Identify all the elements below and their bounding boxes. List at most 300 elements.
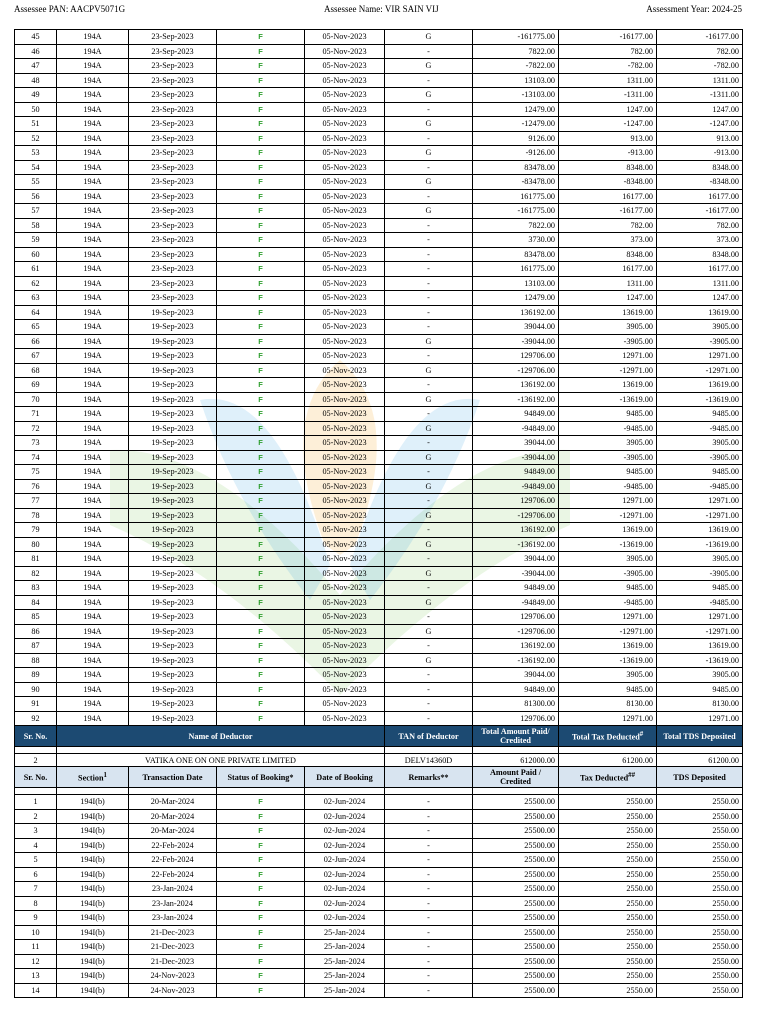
table-row xyxy=(15,809,743,824)
status-of-booking-cell: F xyxy=(217,291,305,306)
transaction-date-cell: 19-Sep-2023 xyxy=(129,494,217,509)
date-of-booking-cell: 05-Nov-2023 xyxy=(305,421,385,436)
tds-deposited-cell: 782.00 xyxy=(657,44,743,59)
section-cell: 194A xyxy=(57,189,129,204)
date-of-booking-cell: 05-Nov-2023 xyxy=(305,581,385,596)
table-row xyxy=(15,711,743,726)
remarks-cell: - xyxy=(385,407,473,422)
transaction-date-cell: 23-Sep-2023 xyxy=(129,131,217,146)
tax-deducted-cell: 12971.00 xyxy=(559,610,657,625)
date-of-booking-cell: 05-Nov-2023 xyxy=(305,175,385,190)
section-cell: 194A xyxy=(57,349,129,364)
tds-deposited-cell: 2550.00 xyxy=(657,853,743,868)
transaction-date-cell: 19-Sep-2023 xyxy=(129,610,217,625)
remarks-cell: - xyxy=(385,160,473,175)
remarks-cell: - xyxy=(385,809,473,824)
status-of-booking-cell: F xyxy=(217,421,305,436)
remarks-cell: - xyxy=(385,639,473,654)
date-of-booking-cell: 05-Nov-2023 xyxy=(305,624,385,639)
remarks-cell: - xyxy=(385,262,473,277)
date-of-booking-cell: 05-Nov-2023 xyxy=(305,508,385,523)
amount-paid-cell: 25500.00 xyxy=(473,940,559,955)
col-deductor-name-header: Name of Deductor xyxy=(57,726,385,747)
amount-paid-cell: -94849.00 xyxy=(473,421,559,436)
table-row xyxy=(15,30,743,45)
status-of-booking-cell: F xyxy=(217,668,305,683)
sr-no-cell: 71 xyxy=(15,407,57,422)
status-of-booking-cell: F xyxy=(217,247,305,262)
transaction-date-cell: 19-Sep-2023 xyxy=(129,697,217,712)
sr-no-cell: 10 xyxy=(15,925,57,940)
sr-no-cell: 77 xyxy=(15,494,57,509)
amount-paid-cell: 25500.00 xyxy=(473,824,559,839)
sr-no-cell: 75 xyxy=(15,465,57,480)
amount-paid-cell: 25500.00 xyxy=(473,896,559,911)
date-of-booking-cell: 25-Jan-2024 xyxy=(305,969,385,984)
tds-deposited-cell: 3905.00 xyxy=(657,436,743,451)
tds-deposited-cell: 2550.00 xyxy=(657,911,743,926)
transaction-date-cell: 23-Sep-2023 xyxy=(129,262,217,277)
section-cell: 194I(b) xyxy=(57,940,129,955)
sr-no-cell: 7 xyxy=(15,882,57,897)
transaction-date-cell: 23-Jan-2024 xyxy=(129,882,217,897)
table-row xyxy=(15,668,743,683)
deductor-block xyxy=(15,726,743,795)
date-of-booking-cell: 05-Nov-2023 xyxy=(305,552,385,567)
tax-deducted-cell: -3905.00 xyxy=(559,334,657,349)
remarks-cell: G xyxy=(385,30,473,45)
status-of-booking-cell: F xyxy=(217,682,305,697)
status-of-booking-cell: F xyxy=(217,639,305,654)
remarks-cell: G xyxy=(385,88,473,103)
section-cell: 194A xyxy=(57,479,129,494)
remarks-cell: G xyxy=(385,508,473,523)
transaction-date-cell: 23-Sep-2023 xyxy=(129,291,217,306)
transaction-date-cell: 19-Sep-2023 xyxy=(129,653,217,668)
status-of-booking-cell: F xyxy=(217,59,305,74)
amount-paid-cell: -161775.00 xyxy=(473,204,559,219)
amount-paid-cell: -129706.00 xyxy=(473,363,559,378)
section-cell: 194A xyxy=(57,334,129,349)
date-of-booking-cell: 05-Nov-2023 xyxy=(305,392,385,407)
status-of-booking-cell: F xyxy=(217,882,305,897)
amount-paid-cell: 39044.00 xyxy=(473,668,559,683)
table-row xyxy=(15,566,743,581)
section-cell: 194A xyxy=(57,320,129,335)
tds-deposited-cell: 1311.00 xyxy=(657,276,743,291)
date-of-booking-cell: 02-Jun-2024 xyxy=(305,896,385,911)
tax-deducted-cell: 9485.00 xyxy=(559,465,657,480)
tax-deducted-cell: 1247.00 xyxy=(559,102,657,117)
status-of-booking-cell: F xyxy=(217,175,305,190)
date-of-booking-cell: 05-Nov-2023 xyxy=(305,262,385,277)
tds-deposited-cell: 2550.00 xyxy=(657,795,743,810)
transaction-date-cell: 24-Nov-2023 xyxy=(129,969,217,984)
tax-deducted-cell: -782.00 xyxy=(559,59,657,74)
table-row xyxy=(15,824,743,839)
remarks-cell: - xyxy=(385,969,473,984)
tax-deducted-cell: 2550.00 xyxy=(559,969,657,984)
date-of-booking-cell: 25-Jan-2024 xyxy=(305,940,385,955)
amount-paid-cell: 161775.00 xyxy=(473,262,559,277)
tds-deposited-cell: -16177.00 xyxy=(657,204,743,219)
tds-deposited-cell: 8348.00 xyxy=(657,247,743,262)
tax-deducted-cell: 8348.00 xyxy=(559,160,657,175)
date-of-booking-cell: 05-Nov-2023 xyxy=(305,88,385,103)
table-row xyxy=(15,233,743,248)
tax-deducted-cell: 782.00 xyxy=(559,44,657,59)
tax-deducted-cell: 913.00 xyxy=(559,131,657,146)
remarks-cell: G xyxy=(385,334,473,349)
tax-deducted-cell: -13619.00 xyxy=(559,537,657,552)
deductor-total-tds: 61200.00 xyxy=(657,754,743,767)
table-row xyxy=(15,204,743,219)
date-of-booking-cell: 05-Nov-2023 xyxy=(305,682,385,697)
section-cell: 194A xyxy=(57,262,129,277)
status-of-booking-cell: F xyxy=(217,117,305,132)
tax-deducted-cell: 3905.00 xyxy=(559,668,657,683)
tax-deducted-cell: 3905.00 xyxy=(559,320,657,335)
amount-paid-cell: -136192.00 xyxy=(473,653,559,668)
sr-no-cell: 69 xyxy=(15,378,57,393)
tds-deposited-cell: 3905.00 xyxy=(657,320,743,335)
tds-deposited-cell: 2550.00 xyxy=(657,809,743,824)
tds-deposited-cell: -12971.00 xyxy=(657,624,743,639)
section-cell: 194A xyxy=(57,378,129,393)
remarks-cell: - xyxy=(385,838,473,853)
sr-no-cell: 57 xyxy=(15,204,57,219)
tax-deducted-cell: -12971.00 xyxy=(559,363,657,378)
table-row xyxy=(15,552,743,567)
table-row xyxy=(15,160,743,175)
sr-no-cell: 6 xyxy=(15,867,57,882)
date-of-booking-cell: 05-Nov-2023 xyxy=(305,276,385,291)
tds-deposited-cell: -913.00 xyxy=(657,146,743,161)
remarks-cell: - xyxy=(385,925,473,940)
sr-no-cell: 48 xyxy=(15,73,57,88)
deductor-row xyxy=(15,754,743,767)
date-of-booking-cell: 05-Nov-2023 xyxy=(305,639,385,654)
table-row xyxy=(15,436,743,451)
section-cell: 194I(b) xyxy=(57,853,129,868)
section-cell: 194A xyxy=(57,160,129,175)
amount-paid-cell: 7822.00 xyxy=(473,218,559,233)
table-row xyxy=(15,320,743,335)
transaction-date-cell: 19-Sep-2023 xyxy=(129,566,217,581)
table-row xyxy=(15,581,743,596)
transaction-date-cell: 19-Sep-2023 xyxy=(129,349,217,364)
tax-deducted-cell: 2550.00 xyxy=(559,911,657,926)
tax-deducted-cell: -13619.00 xyxy=(559,653,657,668)
section-cell: 194A xyxy=(57,291,129,306)
status-of-booking-cell: F xyxy=(217,363,305,378)
sr-no-cell: 91 xyxy=(15,697,57,712)
sr-no-cell: 52 xyxy=(15,131,57,146)
tds-deposited-cell: 16177.00 xyxy=(657,262,743,277)
tax-deducted-cell: 8348.00 xyxy=(559,247,657,262)
remarks-cell: G xyxy=(385,653,473,668)
transaction-date-cell: 20-Mar-2024 xyxy=(129,824,217,839)
tds-deposited-cell: 3905.00 xyxy=(657,552,743,567)
section2-body xyxy=(15,795,743,998)
date-of-booking-cell: 05-Nov-2023 xyxy=(305,59,385,74)
date-of-booking-cell: 05-Nov-2023 xyxy=(305,291,385,306)
remarks-cell: G xyxy=(385,537,473,552)
date-of-booking-cell: 05-Nov-2023 xyxy=(305,610,385,625)
amount-paid-cell: 94849.00 xyxy=(473,407,559,422)
section-cell: 194A xyxy=(57,668,129,683)
tds-deposited-cell: -9485.00 xyxy=(657,595,743,610)
amount-paid-cell: 129706.00 xyxy=(473,711,559,726)
date-of-booking-cell: 05-Nov-2023 xyxy=(305,44,385,59)
section-cell: 194A xyxy=(57,697,129,712)
amount-paid-cell: -136192.00 xyxy=(473,392,559,407)
tds-deposited-cell: -13619.00 xyxy=(657,653,743,668)
amount-paid-cell: 25500.00 xyxy=(473,853,559,868)
transaction-date-cell: 23-Sep-2023 xyxy=(129,218,217,233)
transaction-date-cell: 20-Mar-2024 xyxy=(129,809,217,824)
remarks-cell: - xyxy=(385,940,473,955)
section-cell: 194I(b) xyxy=(57,925,129,940)
transaction-date-cell: 22-Feb-2024 xyxy=(129,867,217,882)
table-row xyxy=(15,983,743,998)
amount-paid-cell: 136192.00 xyxy=(473,305,559,320)
table-row xyxy=(15,102,743,117)
section-cell: 194A xyxy=(57,421,129,436)
sr-no-cell: 46 xyxy=(15,44,57,59)
sr-no-cell: 1 xyxy=(15,795,57,810)
tds-deposited-cell: -9485.00 xyxy=(657,421,743,436)
table-row xyxy=(15,117,743,132)
tds-deposited-cell: 9485.00 xyxy=(657,465,743,480)
tax-deducted-cell: 2550.00 xyxy=(559,795,657,810)
tax-deducted-cell: 13619.00 xyxy=(559,305,657,320)
tds-deposited-cell: -1311.00 xyxy=(657,88,743,103)
status-of-booking-cell: F xyxy=(217,624,305,639)
date-of-booking-cell: 25-Jan-2024 xyxy=(305,954,385,969)
tds-deposited-cell: -3905.00 xyxy=(657,450,743,465)
tax-deducted-cell: 782.00 xyxy=(559,218,657,233)
amount-paid-cell: 129706.00 xyxy=(473,610,559,625)
status-of-booking-cell: F xyxy=(217,838,305,853)
section-cell: 194A xyxy=(57,30,129,45)
remarks-cell: - xyxy=(385,189,473,204)
sr-no-cell: 12 xyxy=(15,954,57,969)
table-row xyxy=(15,189,743,204)
tds-deposited-cell: 13619.00 xyxy=(657,378,743,393)
date-of-booking-cell: 05-Nov-2023 xyxy=(305,320,385,335)
tax-deducted-cell: -13619.00 xyxy=(559,392,657,407)
status-of-booking-cell: F xyxy=(217,262,305,277)
section-cell: 194A xyxy=(57,88,129,103)
section-cell: 194I(b) xyxy=(57,795,129,810)
status-of-booking-cell: F xyxy=(217,102,305,117)
table-row xyxy=(15,305,743,320)
tds-deposited-cell: -12971.00 xyxy=(657,363,743,378)
date-of-booking-cell: 05-Nov-2023 xyxy=(305,494,385,509)
amount-paid-cell: 39044.00 xyxy=(473,436,559,451)
remarks-cell: - xyxy=(385,983,473,998)
status-of-booking-cell: F xyxy=(217,88,305,103)
tax-deducted-cell: -16177.00 xyxy=(559,204,657,219)
section-cell: 194A xyxy=(57,566,129,581)
amount-paid-cell: 136192.00 xyxy=(473,523,559,538)
transaction-date-cell: 19-Sep-2023 xyxy=(129,624,217,639)
status-of-booking-cell: F xyxy=(217,581,305,596)
date-of-booking-cell: 05-Nov-2023 xyxy=(305,566,385,581)
status-of-booking-cell: F xyxy=(217,697,305,712)
amount-paid-cell: 83478.00 xyxy=(473,160,559,175)
status-of-booking-cell: F xyxy=(217,954,305,969)
transaction-date-cell: 19-Sep-2023 xyxy=(129,479,217,494)
amount-paid-cell: 94849.00 xyxy=(473,682,559,697)
tds-deposited-cell: -3905.00 xyxy=(657,334,743,349)
amount-paid-cell: -39044.00 xyxy=(473,334,559,349)
sr-no-cell: 4 xyxy=(15,838,57,853)
date-of-booking-cell: 05-Nov-2023 xyxy=(305,218,385,233)
date-of-booking-cell: 05-Nov-2023 xyxy=(305,537,385,552)
transaction-date-cell: 23-Sep-2023 xyxy=(129,233,217,248)
tds-deposited-cell: 8348.00 xyxy=(657,160,743,175)
remarks-cell: - xyxy=(385,291,473,306)
table-row xyxy=(15,291,743,306)
status-of-booking-cell: F xyxy=(217,566,305,581)
assessee-name: Assessee Name: VIR SAIN VIJ xyxy=(324,4,439,14)
date-of-booking-cell: 05-Nov-2023 xyxy=(305,450,385,465)
section-cell: 194A xyxy=(57,407,129,422)
tax-deducted-cell: 2550.00 xyxy=(559,853,657,868)
sr-no-cell: 14 xyxy=(15,983,57,998)
transaction-date-cell: 19-Sep-2023 xyxy=(129,537,217,552)
date-of-booking-cell: 05-Nov-2023 xyxy=(305,233,385,248)
sr-no-cell: 55 xyxy=(15,175,57,190)
amount-paid-cell: 25500.00 xyxy=(473,983,559,998)
status-of-booking-cell: F xyxy=(217,276,305,291)
table-row xyxy=(15,262,743,277)
remarks-cell: G xyxy=(385,363,473,378)
remarks-cell: - xyxy=(385,882,473,897)
remarks-cell: G xyxy=(385,392,473,407)
section-cell: 194A xyxy=(57,276,129,291)
section-cell: 194A xyxy=(57,552,129,567)
sr-no-cell: 89 xyxy=(15,668,57,683)
section-cell: 194A xyxy=(57,581,129,596)
amount-paid-cell: 25500.00 xyxy=(473,795,559,810)
amount-paid-cell: -9126.00 xyxy=(473,146,559,161)
tds-deposited-cell: -13619.00 xyxy=(657,392,743,407)
status-of-booking-cell: F xyxy=(217,146,305,161)
transaction-date-cell: 19-Sep-2023 xyxy=(129,508,217,523)
table-row xyxy=(15,682,743,697)
transaction-date-cell: 23-Sep-2023 xyxy=(129,160,217,175)
remarks-cell: - xyxy=(385,867,473,882)
tds-deposited-cell: -13619.00 xyxy=(657,537,743,552)
tds-deposited-cell: 2550.00 xyxy=(657,838,743,853)
sr-no-cell: 68 xyxy=(15,363,57,378)
tax-deducted-cell: 12971.00 xyxy=(559,349,657,364)
transaction-date-cell: 23-Sep-2023 xyxy=(129,204,217,219)
table-row xyxy=(15,838,743,853)
date-of-booking-cell: 05-Nov-2023 xyxy=(305,160,385,175)
col-section xyxy=(57,767,129,788)
tax-deducted-cell: 3905.00 xyxy=(559,436,657,451)
date-of-booking-cell: 05-Nov-2023 xyxy=(305,653,385,668)
sr-no-cell: 66 xyxy=(15,334,57,349)
tds-deposited-cell: 2550.00 xyxy=(657,896,743,911)
date-of-booking-cell: 02-Jun-2024 xyxy=(305,838,385,853)
tds-deposited-cell: 913.00 xyxy=(657,131,743,146)
sr-no-cell: 63 xyxy=(15,291,57,306)
section-cell: 194A xyxy=(57,44,129,59)
sr-no-cell: 85 xyxy=(15,610,57,625)
tds-deposited-cell: -1247.00 xyxy=(657,117,743,132)
status-of-booking-cell: F xyxy=(217,969,305,984)
status-of-booking-cell: F xyxy=(217,450,305,465)
table-row xyxy=(15,624,743,639)
transaction-date-cell: 19-Sep-2023 xyxy=(129,668,217,683)
date-of-booking-cell: 05-Nov-2023 xyxy=(305,711,385,726)
table-row xyxy=(15,853,743,868)
table-row xyxy=(15,896,743,911)
tax-deducted-cell: 1247.00 xyxy=(559,291,657,306)
transaction-date-cell: 23-Sep-2023 xyxy=(129,102,217,117)
date-of-booking-cell: 05-Nov-2023 xyxy=(305,334,385,349)
section-cell: 194A xyxy=(57,711,129,726)
table-row xyxy=(15,378,743,393)
remarks-cell: - xyxy=(385,465,473,480)
date-of-booking-cell: 05-Nov-2023 xyxy=(305,595,385,610)
remarks-cell: G xyxy=(385,595,473,610)
status-of-booking-cell: F xyxy=(217,305,305,320)
transaction-date-cell: 21-Dec-2023 xyxy=(129,954,217,969)
deductor-total-paid: 612000.00 xyxy=(473,754,559,767)
status-of-booking-cell: F xyxy=(217,595,305,610)
sr-no-cell: 56 xyxy=(15,189,57,204)
tax-deducted-cell: 13619.00 xyxy=(559,523,657,538)
tds-deposited-cell: -16177.00 xyxy=(657,30,743,45)
date-of-booking-cell: 02-Jun-2024 xyxy=(305,809,385,824)
transaction-date-cell: 23-Sep-2023 xyxy=(129,117,217,132)
status-of-booking-cell: F xyxy=(217,940,305,955)
section-cell: 194A xyxy=(57,653,129,668)
section-cell: 194A xyxy=(57,682,129,697)
tds-deposited-cell: 1247.00 xyxy=(657,102,743,117)
table-row xyxy=(15,653,743,668)
section-cell: 194A xyxy=(57,595,129,610)
date-of-booking-cell: 05-Nov-2023 xyxy=(305,146,385,161)
sr-no-cell: 92 xyxy=(15,711,57,726)
table-row xyxy=(15,595,743,610)
status-of-booking-cell: F xyxy=(217,44,305,59)
status-of-booking-cell: F xyxy=(217,911,305,926)
status-of-booking-cell: F xyxy=(217,552,305,567)
amount-paid-cell: 94849.00 xyxy=(473,581,559,596)
sr-no-cell: 72 xyxy=(15,421,57,436)
tax-deducted-cell: -9485.00 xyxy=(559,479,657,494)
tax-deducted-cell: -3905.00 xyxy=(559,450,657,465)
col-section-mark: 1 xyxy=(103,772,107,780)
remarks-cell: - xyxy=(385,668,473,683)
remarks-cell: G xyxy=(385,566,473,581)
status-of-booking-cell: F xyxy=(217,523,305,538)
table-row xyxy=(15,44,743,59)
deductor-tan: DELV14360D xyxy=(385,754,473,767)
spacer-row xyxy=(15,788,743,795)
amount-paid-cell: -94849.00 xyxy=(473,595,559,610)
deductor-total-tax: 61200.00 xyxy=(559,754,657,767)
col-amount-paid: Amount Paid / Credited xyxy=(473,767,559,788)
date-of-booking-cell: 05-Nov-2023 xyxy=(305,407,385,422)
